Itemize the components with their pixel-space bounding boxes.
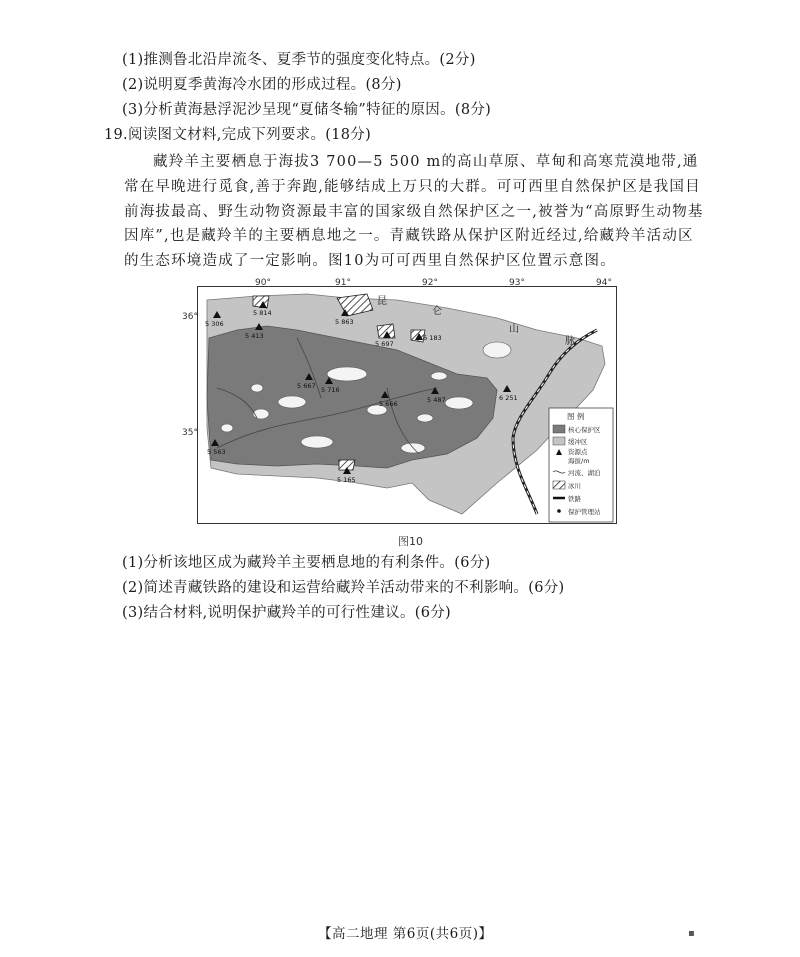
lake	[251, 384, 263, 392]
lake	[253, 409, 269, 419]
question-19-header: 19.阅读图文材料,完成下列要求。(18分)	[104, 127, 372, 143]
peak-label: 5 666	[379, 400, 398, 408]
question-19-paragraph: 藏羚羊主要栖息于海拔3 700—5 500 m的高山草原、草甸和高寒荒漠地带,通常在早晚进行觅食,善于奔跑,能够结成上万只的大群。可可西里自然保护区是我国目前海拔最高、野生动物资源最丰富的国家级自然保护区之一,被誉为“高原野生动物基因库”,也是藏羚羊的主要栖息地之一。青藏铁路从保护区附近经过,给藏羚羊活动区的生态环境造成了一定影响。图10为可可西里自然保护区位置示意图。	[124, 154, 704, 270]
peak-label: 5 863	[335, 318, 354, 326]
peak-label: 5 814	[253, 309, 272, 317]
lon-label-91: 91°	[335, 278, 351, 288]
label-kun: 昆	[377, 296, 387, 307]
peak-label: 6 183	[423, 334, 442, 342]
legend-glacier-icon	[553, 481, 565, 489]
lake	[483, 342, 511, 358]
lake	[445, 397, 473, 409]
lon-label-93: 93°	[509, 278, 525, 288]
peak-label: 5 697	[375, 340, 394, 348]
prev-question-1: (1)推测鲁北沿岸流冬、夏季节的强度变化特点。(2分)	[122, 52, 476, 68]
prev-question-2: (2)说明夏季黄海冷水团的形成过程。(8分)	[122, 77, 402, 93]
peak-label: 5 667	[297, 382, 316, 390]
legend-glacier: 冰川	[568, 482, 581, 490]
lake	[278, 396, 306, 408]
figure-caption: 图10	[398, 535, 423, 548]
lake	[301, 436, 333, 448]
peak-label: 6 251	[499, 394, 518, 402]
legend-swatch-core	[553, 425, 565, 433]
legend-station: 保护管理站	[568, 508, 601, 516]
peak-label: 5 306	[205, 320, 224, 328]
legend-swatch-buffer	[553, 437, 565, 445]
label-mai: 脉	[565, 336, 575, 347]
legend-elev: 海拔/m	[568, 457, 590, 465]
reserve-location-map	[197, 278, 617, 524]
peak-label: 5 716	[321, 386, 340, 394]
page-footer: 【高二地理 第6页(共6页)】	[318, 926, 493, 942]
label-shan: 山	[509, 324, 519, 335]
legend-buffer: 缓冲区	[568, 438, 588, 446]
peak-label: 5 413	[245, 332, 264, 340]
corner-mark: ▪	[688, 928, 695, 939]
legend-station-icon	[557, 509, 561, 513]
lon-label-92: 92°	[422, 278, 438, 288]
label-lun: 仑	[432, 306, 442, 317]
question-19-2: (2)简述青藏铁路的建设和运营给藏羚羊活动带来的不利影响。(6分)	[122, 580, 565, 596]
lake	[431, 372, 447, 380]
peak-label: 5 165	[337, 476, 356, 484]
lon-label-90: 90°	[255, 278, 271, 288]
lat-label-36: 36°	[182, 312, 198, 322]
question-19-3: (3)结合材料,说明保护藏羚羊的可行性建议。(6分)	[122, 605, 451, 621]
map-legend	[549, 408, 613, 522]
lake	[221, 424, 233, 432]
lat-label-35: 35°	[182, 428, 198, 438]
legend-resource: 资源点	[568, 448, 588, 456]
lake	[327, 367, 367, 381]
question-19-1: (1)分析该地区成为藏羚羊主要栖息地的有利条件。(6分)	[122, 555, 491, 571]
lon-label-94: 94°	[596, 278, 612, 288]
legend-title: 图 例	[567, 412, 585, 421]
prev-question-3: (3)分析黄海悬浮泥沙呈现“夏储冬输”特征的原因。(8分)	[122, 102, 492, 118]
legend-railway: 铁路	[568, 495, 581, 503]
legend-river: 河流、湖泊	[568, 469, 601, 477]
peak-label: 5 487	[427, 396, 446, 404]
lake	[417, 414, 433, 422]
legend-core: 核心保护区	[568, 426, 601, 434]
map-svg	[197, 278, 617, 524]
peak-label: 5 563	[207, 448, 226, 456]
